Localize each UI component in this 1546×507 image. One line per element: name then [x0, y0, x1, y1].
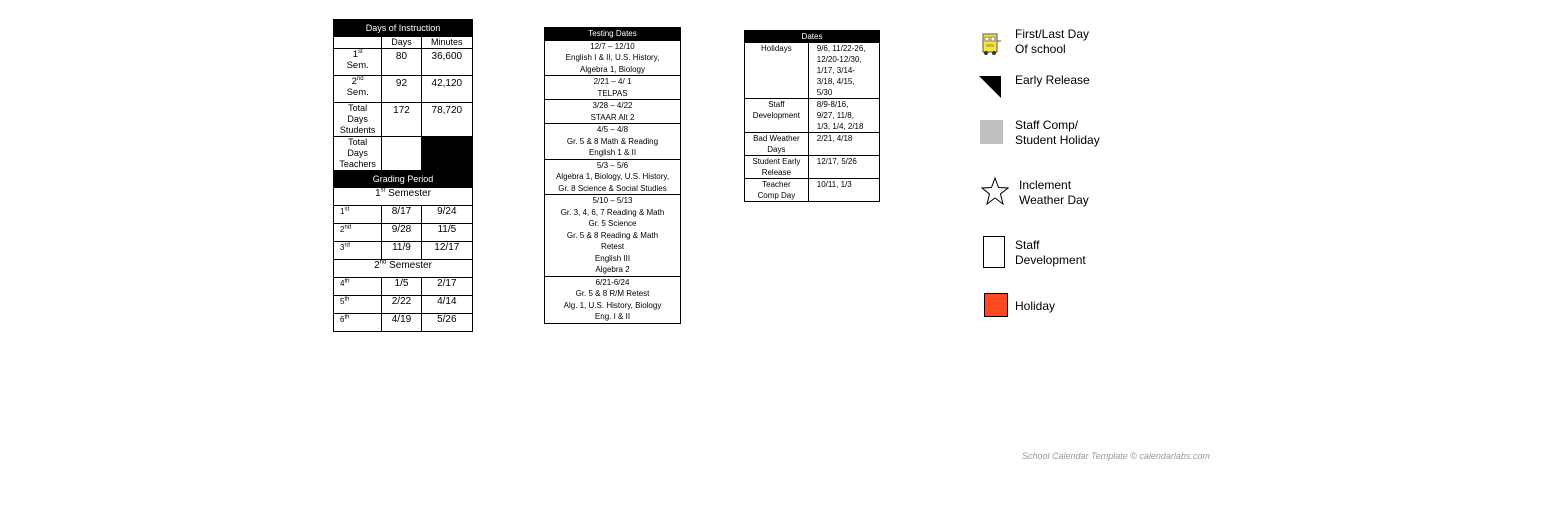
dates-row-value: 10/11, 1/3: [808, 179, 879, 202]
dates-row-value: 9/6, 11/22-26, 12/20-12/30, 1/17, 3/14- 3/18, 4/15, 5/30: [808, 43, 879, 99]
legend-early-release: Early Release: [1015, 73, 1090, 87]
grading-period-1-end: 9/24: [421, 206, 472, 224]
total-days-teachers-minutes: [421, 137, 472, 171]
legend-first-last-day: First/Last Day Of school: [1015, 27, 1090, 56]
total-days-teachers-days: [382, 137, 421, 171]
legend-holiday: Holiday: [1015, 299, 1056, 313]
total-days-students-label: Total Days Students: [334, 103, 382, 137]
grading-period-6-label: 6th: [334, 314, 382, 332]
grading-period-2-start: 9/28: [382, 224, 421, 242]
semester-1-minutes: 36,600: [421, 49, 472, 76]
testing-dates-entry: [545, 124, 681, 160]
testing-dates-entry: [545, 100, 681, 124]
dates-row-label: Holidays: [745, 43, 809, 99]
testing-date-range: 12/7 – 12/10: [590, 41, 635, 51]
dates-row-label: Student Early Release: [745, 156, 809, 179]
testing-dates-entry: [545, 159, 681, 195]
dates-row-value: 2/21, 4/18: [808, 133, 879, 156]
testing-dates-table: [544, 27, 681, 324]
testing-subject: Gr. 5 & 8 Math & Reading: [566, 136, 659, 146]
testing-subject: Gr. 5 & 8 Reading & Math: [566, 230, 659, 240]
dates-title: Dates: [745, 31, 880, 43]
gray-square-icon: [980, 120, 1003, 144]
grading-period-6-end: 5/26: [421, 314, 472, 332]
grading-period-title: Grading Period: [334, 171, 473, 188]
testing-subject: English III: [594, 253, 631, 263]
grading-period-1-label: 1st: [334, 206, 382, 224]
days-header: Days: [382, 37, 421, 49]
testing-subject: English 1 & II: [588, 148, 637, 157]
testing-subject: TELPAS: [597, 88, 628, 98]
grading-period-3-label: 3rd: [334, 242, 382, 260]
grading-period-4-start: 1/5: [382, 278, 421, 296]
semester-1-label: 1st Sem.: [334, 49, 382, 76]
grading-period-5-start: 2/22: [382, 296, 421, 314]
semester-2-minutes: 42,120: [421, 76, 472, 103]
testing-subject: Gr. 8 Science & Social Studies: [558, 183, 667, 193]
grading-period-5-end: 4/14: [421, 296, 472, 314]
legend-staff-comp: Staff Comp/ Student Holiday: [1015, 118, 1100, 147]
white-rectangle-icon: [983, 236, 1005, 268]
testing-date-range: 3/28 – 4/22: [592, 101, 633, 110]
testing-subject: Retest: [600, 242, 625, 251]
testing-dates-entry: [545, 276, 681, 323]
testing-dates-title: Testing Dates: [545, 28, 681, 41]
testing-dates-body: [545, 40, 681, 323]
testing-subject: Algebra 1, Biology: [580, 64, 645, 74]
grading-period-3-start: 11/9: [382, 242, 421, 260]
school-bus-icon: [980, 31, 1002, 56]
legend-staff-development: Staff Development: [1015, 238, 1086, 267]
dates-body: [745, 43, 880, 202]
total-days-students-days: 172: [382, 103, 421, 137]
minutes-header: Minutes: [421, 37, 472, 49]
testing-subject: STAAR Alt 2: [590, 112, 635, 122]
total-days-teachers-label: Total Days Teachers: [334, 137, 382, 171]
dates-row-label: Bad Weather Days: [745, 133, 809, 156]
dates-table: [744, 30, 880, 202]
dates-row-value: 12/17, 5/26: [808, 156, 879, 179]
testing-subject: Gr. 5 & 8 R/M Retest: [575, 289, 650, 298]
dates-row-label: Teacher Comp Day: [745, 179, 809, 202]
semester-2-heading: 2nd Semester: [334, 260, 473, 278]
testing-dates-entry: [545, 40, 681, 76]
dates-row-value: 8/9-8/16, 9/27, 11/8, 1/3, 1/4, 2/18: [808, 99, 879, 133]
testing-date-range: 4/5 – 4/8: [596, 125, 629, 134]
empty-cell: [334, 37, 382, 49]
testing-subject: Algebra 1, Biology, U.S. History,: [555, 172, 670, 181]
testing-subject: Gr. 5 Science: [588, 219, 637, 228]
grading-period-5-label: 5th: [334, 296, 382, 314]
total-days-students-minutes: 78,720: [421, 103, 472, 137]
testing-subject: English I & II, U.S. History,: [565, 53, 660, 62]
testing-subject: Algebra 2: [595, 265, 630, 274]
days-of-instruction-title: Days of Instruction: [334, 20, 473, 37]
semester-1-days: 80: [382, 49, 421, 76]
semester-2-days: 92: [382, 76, 421, 103]
dates-row-label: Staff Development: [745, 99, 809, 133]
semester-2-label: 2nd Sem.: [334, 76, 382, 103]
grading-period-6-start: 4/19: [382, 314, 421, 332]
testing-date-range: 2/21 – 4/ 1: [593, 77, 632, 86]
testing-date-range: 5/3 – 5/6: [596, 160, 629, 170]
black-triangle-icon: [979, 76, 1002, 99]
testing-dates-entry: [545, 76, 681, 100]
grading-period-1-start: 8/17: [382, 206, 421, 224]
testing-subject: Eng. I & II: [594, 312, 631, 321]
footer-copyright: School Calendar Template © calendarlabs.com: [1022, 451, 1210, 461]
grading-period-4-label: 4th: [334, 278, 382, 296]
testing-subject: Alg. 1, U.S. History, Biology: [563, 300, 662, 310]
testing-date-range: 5/10 – 5/13: [592, 196, 633, 205]
testing-subject: Gr. 3, 4, 6, 7 Reading & Math: [560, 207, 665, 217]
days-of-instruction-table: [333, 19, 473, 332]
grading-period-4-end: 2/17: [421, 278, 472, 296]
grading-period-3-end: 12/17: [421, 242, 472, 260]
grading-period-2-end: 11/5: [421, 224, 472, 242]
testing-date-range: 6/21-6/24: [595, 277, 630, 287]
grading-period-2-label: 2nd: [334, 224, 382, 242]
red-square-icon: [984, 293, 1008, 317]
legend-inclement-weather: Inclement Weather Day: [1019, 178, 1089, 207]
semester-1-heading: 1st Semester: [334, 188, 473, 206]
testing-dates-entry: [545, 195, 681, 277]
star-icon: [981, 177, 1009, 205]
